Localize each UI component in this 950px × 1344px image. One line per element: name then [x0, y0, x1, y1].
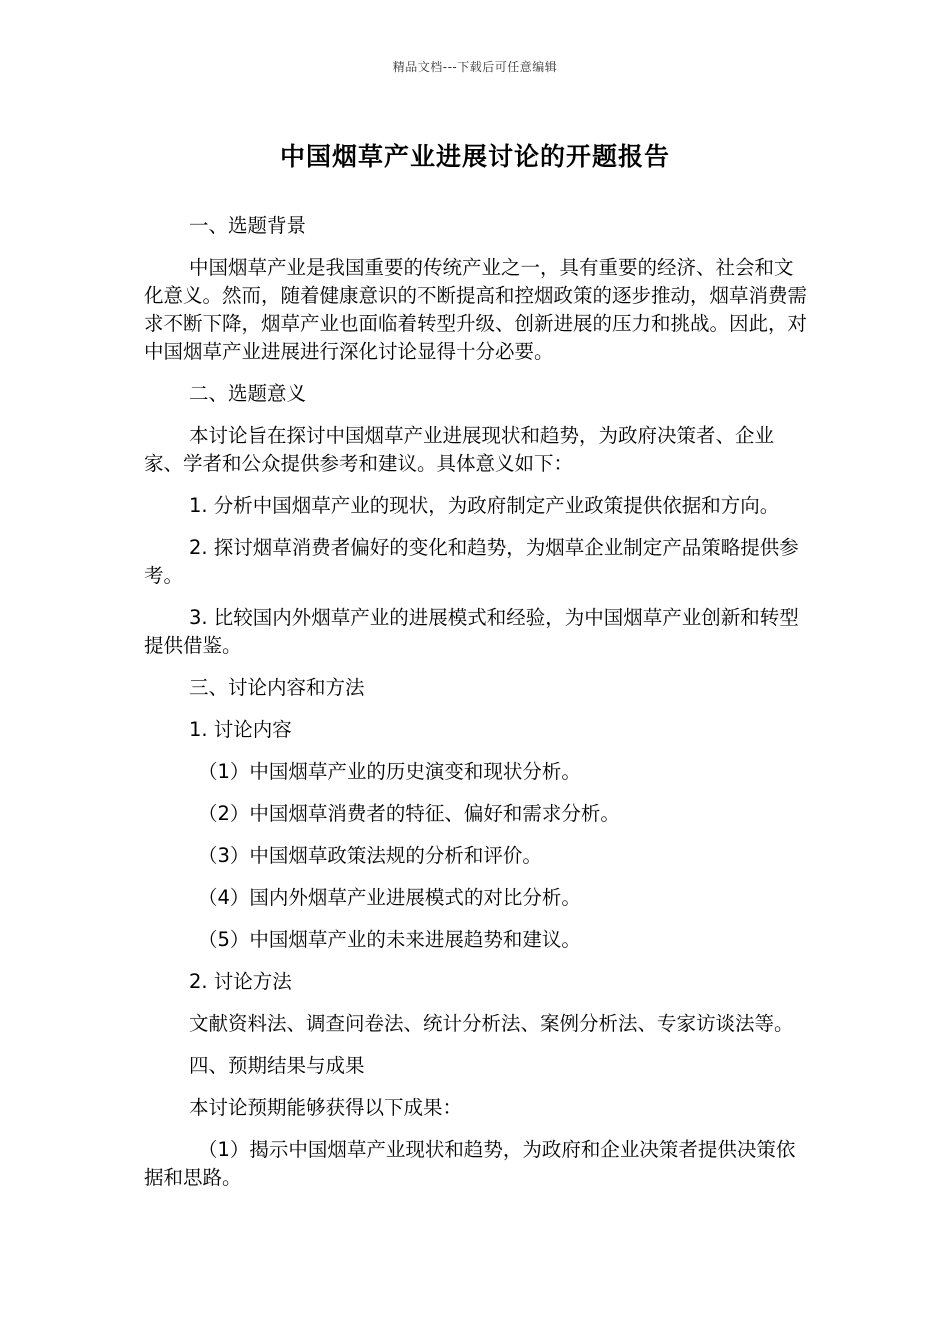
- section-heading-content-methods: 三、讨论内容和方法: [189, 676, 365, 699]
- methods-paragraph: 文献资料法、调查问卷法、统计分析法、案例分析法、专家访谈法等。: [189, 1012, 794, 1035]
- content-item-4: （4）国内外烟草产业进展模式的对比分析。: [198, 886, 581, 909]
- significance-intro: 本讨论旨在探讨中国烟草产业进展现状和趋势，为政府决策者、企业家、学者和公众提供参考和建议。具体意义如下：: [144, 424, 775, 475]
- significance-item-3: 3. 比较国内外烟草产业的进展模式和经验，为中国烟草产业创新和转型提供借鉴。: [144, 606, 799, 657]
- page-header: 精品文档---下载后可任意编辑: [392, 60, 558, 74]
- document-body: [144, 212, 810, 1206]
- significance-item-1: 1. 分析中国烟草产业的现状，为政府制定产业政策提供依据和方向。: [189, 494, 780, 517]
- document-title: 中国烟草产业进展讨论的开题报告: [279, 142, 670, 171]
- content-item-2: （2）中国烟草消费者的特征、偏好和需求分析。: [198, 802, 620, 825]
- section-heading-background: 一、选题背景: [189, 214, 307, 237]
- subheading-methods: 2. 讨论方法: [189, 970, 292, 993]
- content-item-1: （1）中国烟草产业的历史演变和现状分析。: [198, 760, 581, 783]
- content-item-3: （3）中国烟草政策法规的分析和评价。: [198, 844, 542, 867]
- significance-item-2: 2. 探讨烟草消费者偏好的变化和趋势，为烟草企业制定产品策略提供参考。: [144, 536, 799, 587]
- section-heading-significance: 二、选题意义: [189, 382, 307, 405]
- expected-results-intro: 本讨论预期能够获得以下成果：: [189, 1096, 463, 1119]
- background-paragraph: 中国烟草产业是我国重要的传统产业之一，具有重要的经济、社会和文化意义。然而，随着健康意识的不断提高和控烟政策的逐步推动，烟草消费需求不断下降，烟草产业也面临着转型升级、创新进展的压力和挑战。因此，对中国烟草产业进展进行深化讨论显得十分必要。: [144, 256, 808, 363]
- expected-result-item-1: （1）揭示中国烟草产业现状和趋势，为政府和企业决策者提供决策依据和思路。: [144, 1138, 796, 1189]
- subheading-content: 1. 讨论内容: [189, 718, 292, 741]
- section-heading-expected-results: 四、预期结果与成果: [189, 1054, 365, 1077]
- content-item-5: （5）中国烟草产业的未来进展趋势和建议。: [198, 928, 581, 951]
